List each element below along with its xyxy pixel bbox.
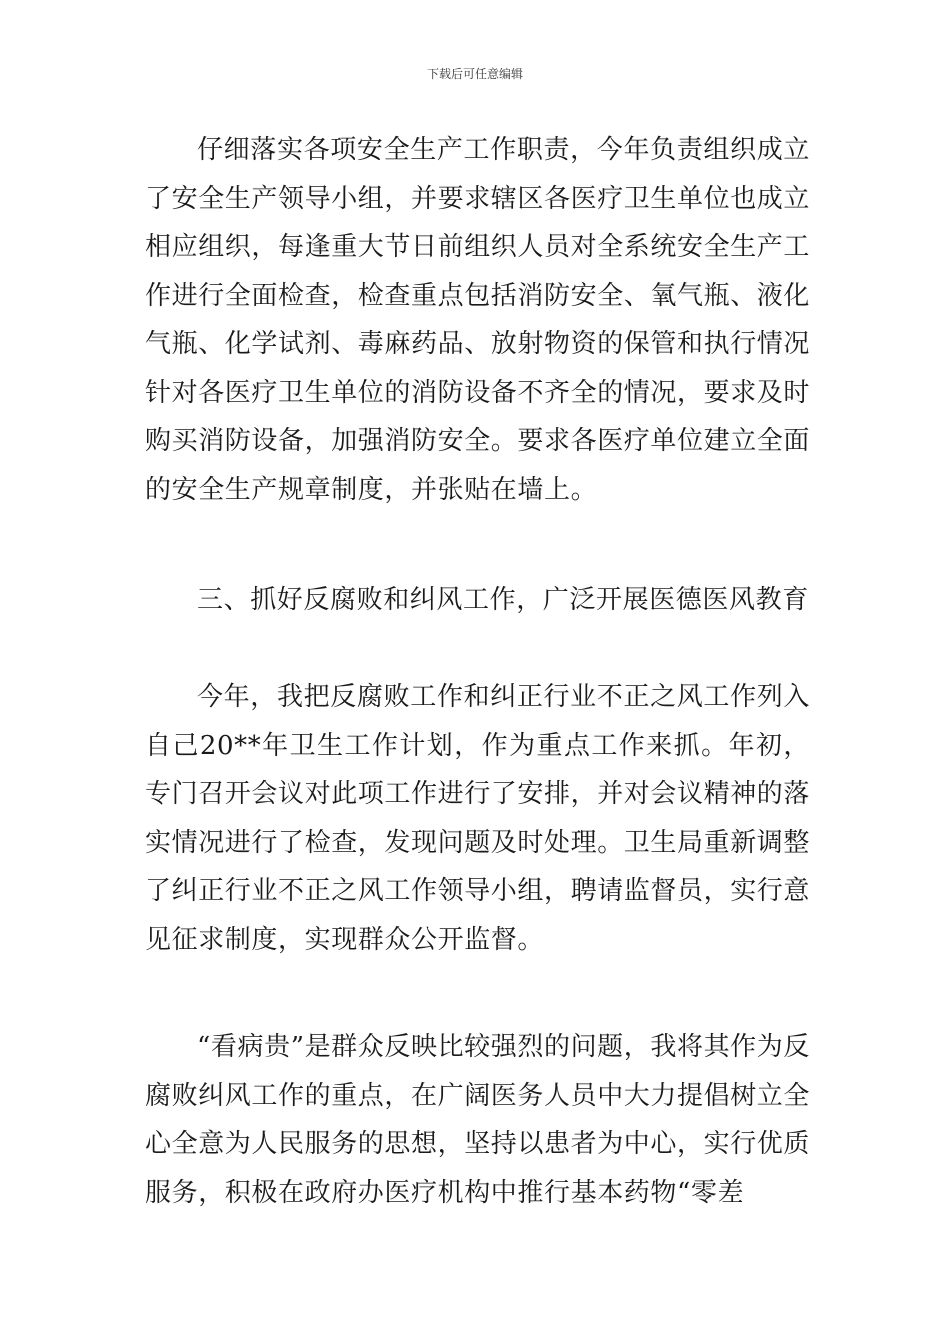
paragraph-text: “看病贵”是群众反映比较强烈的问题，我将其作为反腐败纠风工作的重点，在广阔医务人员中大力提倡树立全心全意为人民服务的思想，坚持以患者为中心，实行优质服务，积极在政府办医疗机构中推行基本药物“零差 — [145, 1032, 811, 1208]
section-heading-three — [145, 576, 810, 625]
paragraph-anti-corruption — [145, 673, 810, 964]
section-heading-text: 三、抓好反腐败和纠风工作，广泛开展医德医风教育 — [197, 585, 809, 615]
header-note: 下载后可任意编辑 — [426, 67, 523, 81]
paragraph-medical-cost — [145, 1023, 810, 1217]
paragraph-safety-duties — [145, 126, 810, 514]
paragraph-text: 仔细落实各项安全生产工作职责，今年负责组织成立了安全生产领导小组，并要求辖区各医疗卫生单位也成立相应组织，每逢重大节日前组织人员对全系统安全生产工作进行全面检查，检查重点包括消防安全、氧气瓶、液化气瓶、化学试剂、毒麻药品、放射物资的保管和执行情况针对各医疗卫生单位的消防设备不齐全的情况，要求及时购买消防设备，加强消防安全。要求各医疗单位建立全面的安全生产规章制度，并张贴在墙上。 — [145, 135, 811, 505]
paragraph-text: 今年，我把反腐败工作和纠正行业不正之风工作列入自己20**年卫生工作计划，作为重点工作来抓。年初，专门召开会议对此项工作进行了安排，并对会议精神的落实情况进行了检查，发现问题及时处理。卫生局重新调整了纠正行业不正之风工作领导小组，聘请监督员，实行意见征求制度，实现群众公开监督。 — [145, 682, 811, 955]
